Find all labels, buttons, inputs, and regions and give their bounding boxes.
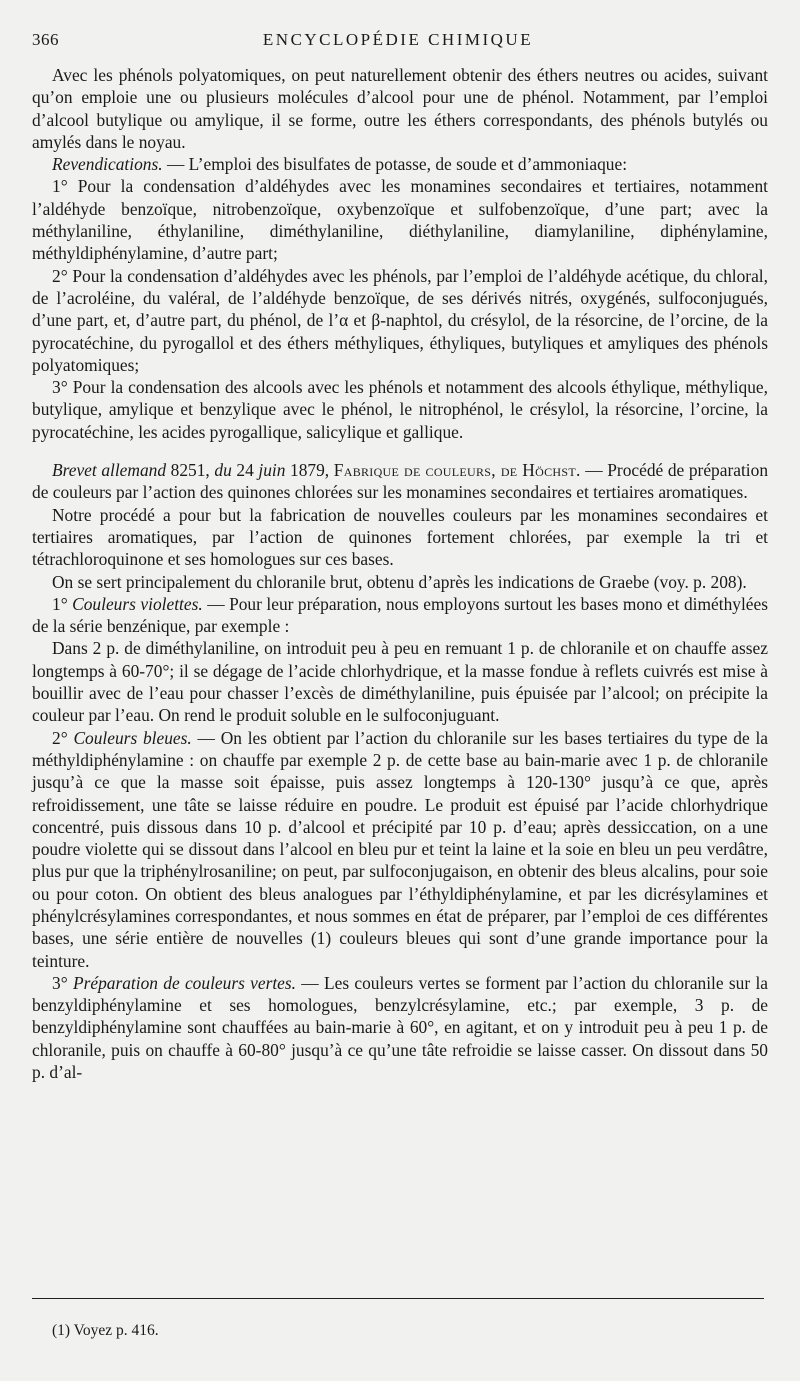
paragraph: Notre procédé a pour but la fabrication de nouvelles couleurs par les monamines secondaires et tertiaires aromatiques, par l’action de quinones fortement chlorées, par exemple la tri et tétrachloroquinone et ses homologues sur ces bases. xyxy=(32,504,768,570)
running-title: ENCYCLOPÉDIE CHIMIQUE xyxy=(262,30,534,49)
paragraph: 1° Pour la condensation d’aldéhydes avec les monamines secondaires et tertiaires, notamment l’aldéhyde benzoïque, nitrobenzoïque, oxybenzoïque et sulfobenzoïque, d’une part; avec la méthylaniline, éthylaniline, diméthylaniline, diéthylaniline, diamylaniline, diphénylamine, méthyldiphénylamine, d’autre part; xyxy=(32,176,768,264)
paragraph: 2° Pour la condensation d’aldéhydes avec les phénols, par l’emploi de l’aldéhyde acétique, du chloral, de l’acroléine, du valéral, de l’aldéhyde benzoïque, de ses dérivés nitrés, oxygénés, sulfoconjugués, d’une part, et, d’autre part, du phénol, de l’α et β-naphtol, du crésylol, de la résorcine, de l’orcine, de la pyrocatéchine, du pyrogallol et des éthers méthyliques, éthyliques, butyliques et amyliques des phénols polyatomiques; xyxy=(32,265,768,375)
paragraph-vertes: 3° Préparation de couleurs vertes. — Les couleurs vertes se forment par l’action du chloranile sur la benzyldiphénylamine et ses homologues, benzylcrésylamine, etc.; par exemple, 3 p. de benzyldiphénylamine sont chauffées au bain-marie à 60°, en agitant, et on y introduit peu à peu 1 p. de chloranile, puis on chauffe à 60-80° jusqu’à ce qu’une tâte refroidie se laisse casser. On dissout dans 50 p. d’al- xyxy=(32,972,768,1083)
patent-heading: Brevet allemand 8251, du 24 juin 1879, Fabrique de couleurs, de Höchst. — Procédé de préparation de couleurs par l’action des quinones chlorées sur les monamines secondaires et tertiaires aromatiques. xyxy=(32,460,769,503)
paragraph: Avec les phénols polyatomiques, on peut naturellement obtenir des éthers neutres ou acides, suivant qu’on emploie une ou plusieurs molécules d’alcool pour une de phénol. Notamment, par l’emploi d’alcool butylique ou amylique, il se forme, outre les éthers correspondants, des phénols butylés ou amylés dans le noyau. xyxy=(32,65,768,152)
footnote: (1) Voyez p. 416. xyxy=(52,1322,159,1339)
paragraph: 3° Pour la condensation des alcools avec les phénols et notamment des alcools éthylique, méthylique, butylique, amylique et benzylique avec le phénol, le nitrophénol, le crésylol, la résorcine, l’orcine, la pyrocatéchine, les acides pyrogallique, salicylique et gallique. xyxy=(32,377,768,442)
paragraph-violettes: 1° Couleurs violettes. — Pour leur préparation, nous employons surtout les bases mono et diméthylées de la série benzénique, par exemple : xyxy=(32,593,769,637)
paragraph: On se sert principalement du chloranile brut, obtenu d’après les indications de Graebe (voy. p. 208). xyxy=(52,571,747,592)
footnote-divider xyxy=(32,1298,764,1299)
paragraph-bleues: 2° Couleurs bleues. — On les obtient par l’action du chloranile sur les bases tertiaires du type de la méthyldiphénylamine : on chauffe par exemple 2 p. de cette base au bain-marie avec 1 p. de chloranile jusqu’à ce que la masse soit épaisse, puis assez longtemps à 120-130° jusqu’à ce que, après refroidissement, une tâte se laisse réduire en poudre. Le produit est épuisé par l’acide chlorhydrique concentré, puis dissous dans 10 p. d’alcool et précipité par 10 p. d’eau; après dessiccation, on a une poudre violette qui se dissout dans l’alcool en bleu pur et teint la laine et la soie en bleu un peu verdâtre, plus pur que la triphénylrosaniline; on peut, par sulfoconjugaison, en obtenir des bleus alcalins, pour soie ou pour coton. On obtient des bleus analogues par l’éthyldiphénylamine, et par les dicrésylamines et phénylcrésylamines correspondantes, et nous sommes en état de préparer, par l’emploi de ces différentes bases, une série entière de nouvelles (1) couleurs bleues qui sont d’une grande importance pour la teinture. xyxy=(32,727,769,971)
page-number: 366 xyxy=(32,30,59,49)
paragraph: Dans 2 p. de diméthylaniline, on introduit peu à peu en remuant 1 p. de chloranile et on chauffe assez longtemps à 60-70°; il se dégage de l’acide chlorhydrique, et la masse fondue à reflets cuivrés est mise à bouillir avec de l’eau pour chasser l’excès de diméthylaniline, puis épuisée par l’alcool; on précipite la couleur par l’eau. On rend le produit soluble en le sulfoconjuguant. xyxy=(32,638,768,726)
page-header xyxy=(32,30,764,56)
body-text xyxy=(32,64,768,1083)
paragraph-revendications: Revendications. — L’emploi des bisulfates de potasse, de soude et d’ammoniaque: xyxy=(52,154,628,175)
